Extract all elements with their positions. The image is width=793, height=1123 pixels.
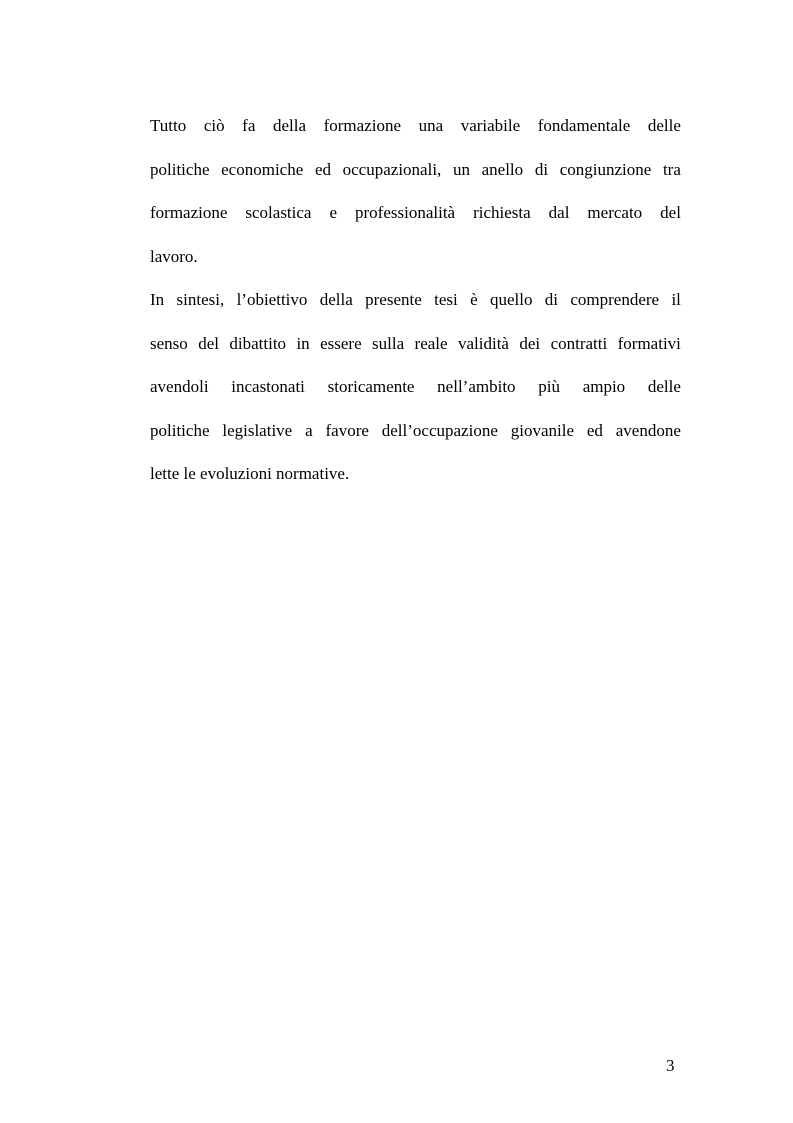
word: fa (242, 116, 256, 135)
paragraph-line (150, 413, 681, 457)
paragraph-2 (150, 282, 681, 500)
paragraph-line: lette le evoluzioni normative. (150, 464, 350, 483)
paragraph-line (150, 152, 681, 196)
paragraph-1 (150, 108, 681, 282)
word: mercato (587, 203, 643, 222)
word: più (538, 377, 560, 396)
word: variabile (460, 116, 521, 135)
word: il (671, 290, 681, 309)
word: un (452, 159, 470, 179)
paragraph-line (150, 108, 681, 152)
word: una (418, 116, 444, 135)
word: del (198, 333, 219, 353)
word: sintesi, (176, 290, 225, 309)
word: scolastica (245, 203, 312, 222)
word: e (329, 203, 338, 222)
word: occupazionali, (342, 159, 442, 179)
word: ampio (582, 377, 626, 396)
word: formazione (150, 203, 228, 222)
word: sulla (372, 333, 405, 353)
word: dell’occupazione (381, 420, 498, 440)
word: di (534, 159, 549, 179)
word: essere (320, 333, 362, 353)
word: reale (414, 333, 448, 353)
word: politiche (150, 159, 210, 179)
word: incastonati (231, 377, 305, 396)
word: In (150, 290, 165, 309)
word: validità (457, 333, 509, 353)
page-number: 3 (666, 1056, 675, 1075)
word: è (470, 290, 478, 309)
word: economiche (221, 159, 304, 179)
word: delle (647, 116, 681, 135)
word: fondamentale (537, 116, 631, 135)
word: tesi (434, 290, 458, 309)
word: favore (325, 420, 369, 440)
word: giovanile (510, 420, 574, 440)
paragraph-line (150, 326, 681, 370)
word: ed (314, 159, 331, 179)
word: dal (548, 203, 570, 222)
word: formativi (617, 333, 681, 353)
word: Tutto (150, 116, 187, 135)
paragraph-line (150, 195, 681, 239)
word: ed (586, 420, 603, 440)
paragraph-line: lavoro. (150, 246, 198, 266)
word: senso (150, 333, 188, 353)
word: legislative (222, 420, 293, 440)
word: del (660, 203, 681, 222)
word: professionalità (355, 203, 456, 222)
word: contratti (550, 333, 608, 353)
word: dibattito (229, 333, 287, 353)
word: avendoli (150, 377, 209, 396)
word: tra (662, 159, 681, 179)
word: della (319, 290, 353, 309)
word: comprendere (570, 290, 660, 309)
word: politiche (150, 420, 210, 440)
word: congiunzione (559, 159, 652, 179)
word: a (305, 420, 313, 440)
word: in (296, 333, 310, 353)
word: formazione (323, 116, 401, 135)
word: di (544, 290, 559, 309)
word: ciò (203, 116, 225, 135)
word: dei (519, 333, 541, 353)
word: quello (489, 290, 533, 309)
word: delle (647, 377, 681, 396)
paragraph-line (150, 282, 681, 326)
word: l’obiettivo (236, 290, 308, 309)
word: avendone (615, 420, 681, 440)
word: richiesta (473, 203, 531, 222)
paragraph-line (150, 369, 681, 413)
word: presente (365, 290, 422, 309)
word: nell’ambito (437, 377, 516, 396)
word: della (272, 116, 307, 135)
body-text (150, 108, 681, 500)
word: anello (481, 159, 524, 179)
word: storicamente (327, 377, 415, 396)
